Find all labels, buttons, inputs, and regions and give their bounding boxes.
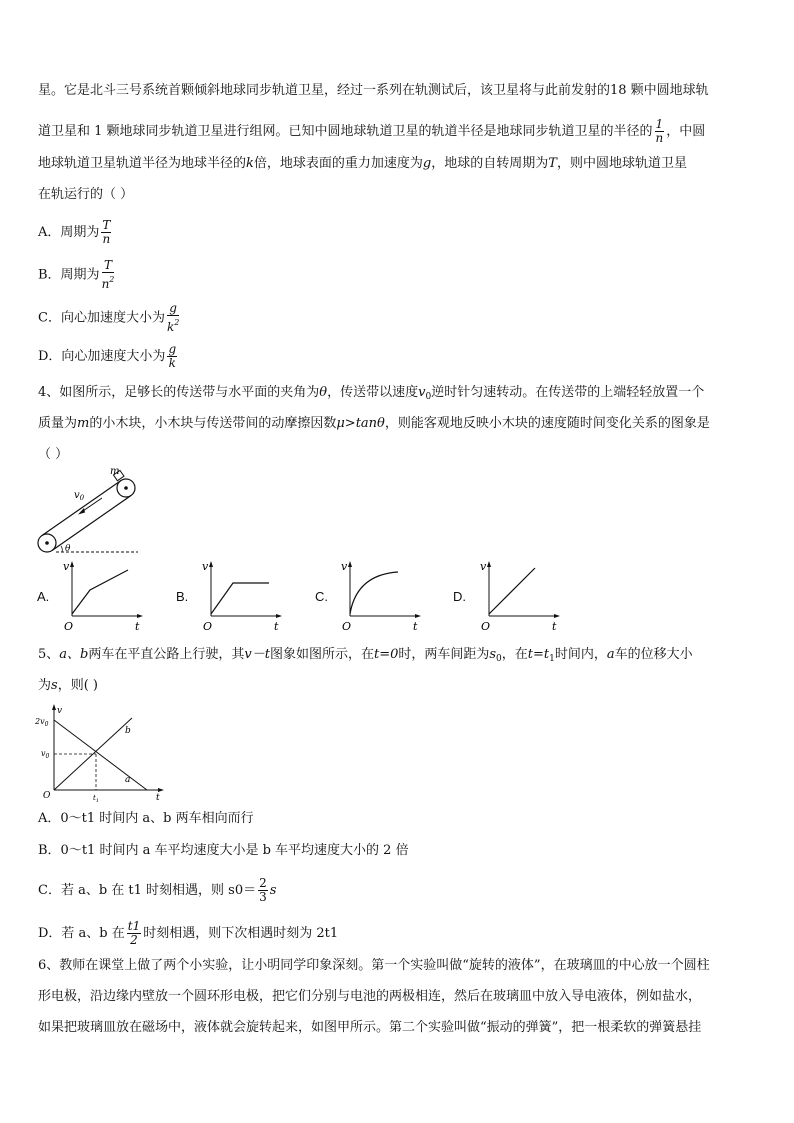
q5-tick-2v0: $2v_0$ bbox=[35, 717, 49, 728]
graph-b bbox=[199, 560, 289, 634]
velocity-label: $v_0$ bbox=[74, 490, 85, 502]
axis-label-t: t bbox=[135, 620, 140, 633]
q5-vt-graph bbox=[32, 702, 172, 802]
q5-line-2: 为s，则( ) bbox=[38, 678, 98, 693]
q3-option-b: B．周期为 $\frac{T}{n^2}$ bbox=[38, 258, 115, 291]
y-axis-arrow bbox=[487, 561, 491, 567]
mass-label: m bbox=[110, 466, 120, 477]
q3-line-1: 星。它是北斗三号系统首颗倾斜地球同步轨道卫星，经过一系列在轨测试后，该卫星将与此前发射的18 颗中圆地球轨 bbox=[38, 83, 709, 98]
x-axis-arrow bbox=[137, 614, 143, 618]
q3-line-2: 道卫星和 1 颗地球同步轨道卫星进行组网。已知中圆地球轨道卫星的轨道半径是地球同步轨道卫星的半径的 $\frac{1}{n}$ ，中圆 bbox=[38, 117, 706, 145]
axis-label-v: v bbox=[63, 560, 70, 573]
q5-line-1: 5、a、b两车在平直公路上行驶，其v－t图象如图所示，在t=0时，两车间距为$s_0$，在$t=t_1$时间内，a车的位移大小 bbox=[38, 647, 693, 664]
axis-label-t: t bbox=[413, 620, 418, 633]
q3-option-d: D．向心加速度大小为 $\frac{g}{k}$ bbox=[38, 342, 177, 370]
belt-top-edge bbox=[42, 481, 121, 536]
graph-a-curve bbox=[72, 570, 128, 614]
q6-line-3: 如果把玻璃皿放在磁场中，液体就会旋转起来，如图甲所示。第二个实验叫做“振动的弹簧”，把一根柔软的弹簧悬挂 bbox=[38, 1020, 702, 1035]
origin-label: O bbox=[203, 620, 213, 633]
graph-label-c: C. bbox=[315, 589, 328, 604]
q5-origin: O bbox=[43, 791, 51, 801]
graph-c bbox=[338, 560, 428, 634]
q3-line-3: 地球轨道卫星轨道半径为地球半径的k倍，地球表面的重力加速度为g，地球的自转周期为T，则中圆地球轨道卫星 bbox=[38, 156, 687, 171]
line-a bbox=[54, 720, 147, 790]
graph-d bbox=[477, 560, 567, 634]
q3-option-a: A．周期为 $\frac{T}{n}$ bbox=[38, 218, 111, 246]
origin-label: O bbox=[64, 620, 74, 633]
q3-line-4: 在轨运行的（ ） bbox=[38, 187, 134, 202]
q5-axis-v: v bbox=[57, 706, 63, 716]
graph-a bbox=[60, 560, 150, 634]
axis-label-v: v bbox=[480, 560, 487, 573]
q5-option-d: D．若 a、b 在 $\frac{t1}{2}$ 时刻相遇，则下次相遇时刻为 2t1 bbox=[38, 919, 339, 947]
axis-label-t: t bbox=[274, 620, 279, 633]
q5-option-c: C．若 a、b 在 t1 时刻相遇，则 s0＝ $\frac{2}{3}$ s bbox=[38, 876, 277, 904]
y-axis-arrow bbox=[209, 561, 213, 567]
graph-c-curve bbox=[350, 572, 398, 614]
q6-line-1: 6、教师在课堂上做了两个小实验，让小明同学印象深刻。第一个实验叫做“旋转的液体”，在玻璃皿的中心放一个圆柱 bbox=[38, 958, 710, 973]
label-a: a bbox=[125, 775, 131, 785]
y-axis-arrow bbox=[348, 561, 352, 567]
graph-label-d: D. bbox=[453, 589, 466, 604]
graph-d-curve bbox=[489, 568, 535, 614]
fraction-1-over-n: $\frac{1}{n}$ bbox=[655, 117, 664, 145]
q6-line-2: 形电极，沿边缘内壁放一个圆环形电极，把它们分别与电池的两极相连，然后在玻璃皿中放入导电液体，例如盐水， bbox=[38, 989, 702, 1004]
x-axis-arrow bbox=[276, 614, 282, 618]
q4-line-2: 质量为m的小木块，小木块与传送带间的动摩擦因数μ>tanθ，则能客观地反映小木块的速度随时间变化关系的图象是 bbox=[38, 416, 710, 431]
q5-tick-t1: $t_1$ bbox=[93, 794, 100, 802]
conveyor-belt-figure bbox=[34, 466, 144, 556]
x-axis-arrow bbox=[554, 614, 560, 618]
axis-label-v: v bbox=[341, 560, 348, 573]
axis-label-v: v bbox=[202, 560, 209, 573]
q5-tick-v0: $v_0$ bbox=[41, 749, 50, 760]
graph-b-curve bbox=[211, 583, 269, 614]
graph-label-a: A. bbox=[37, 589, 50, 604]
q4-line-1: 4、如图所示，足够长的传送带与水平面的夹角为θ，传送带以速度$v_0$逆时针匀速转动。在传送带的上端轻轻放置一个 bbox=[38, 385, 705, 402]
label-b: b bbox=[125, 726, 131, 736]
graph-label-b: B. bbox=[176, 589, 189, 604]
q5-option-b: B．0～t1 时间内 a 车平均速度大小是 b 车平均速度大小的 2 倍 bbox=[38, 843, 409, 858]
q5-axis-t: t bbox=[156, 793, 160, 802]
angle-label: θ bbox=[65, 544, 71, 554]
q4-line-3: （ ） bbox=[38, 447, 69, 462]
x-axis-arrow bbox=[415, 614, 421, 618]
axis-label-t: t bbox=[552, 620, 557, 633]
origin-label: O bbox=[481, 620, 491, 633]
belt-bottom-edge bbox=[52, 496, 131, 551]
q3-option-c: C．向心加速度大小为 $\frac{g}{k^2}$ bbox=[38, 301, 180, 334]
y-axis-arrow bbox=[70, 561, 74, 567]
origin-label: O bbox=[342, 620, 352, 633]
q5-option-a: A．0～t1 时间内 a、b 两车相向而行 bbox=[38, 811, 254, 826]
